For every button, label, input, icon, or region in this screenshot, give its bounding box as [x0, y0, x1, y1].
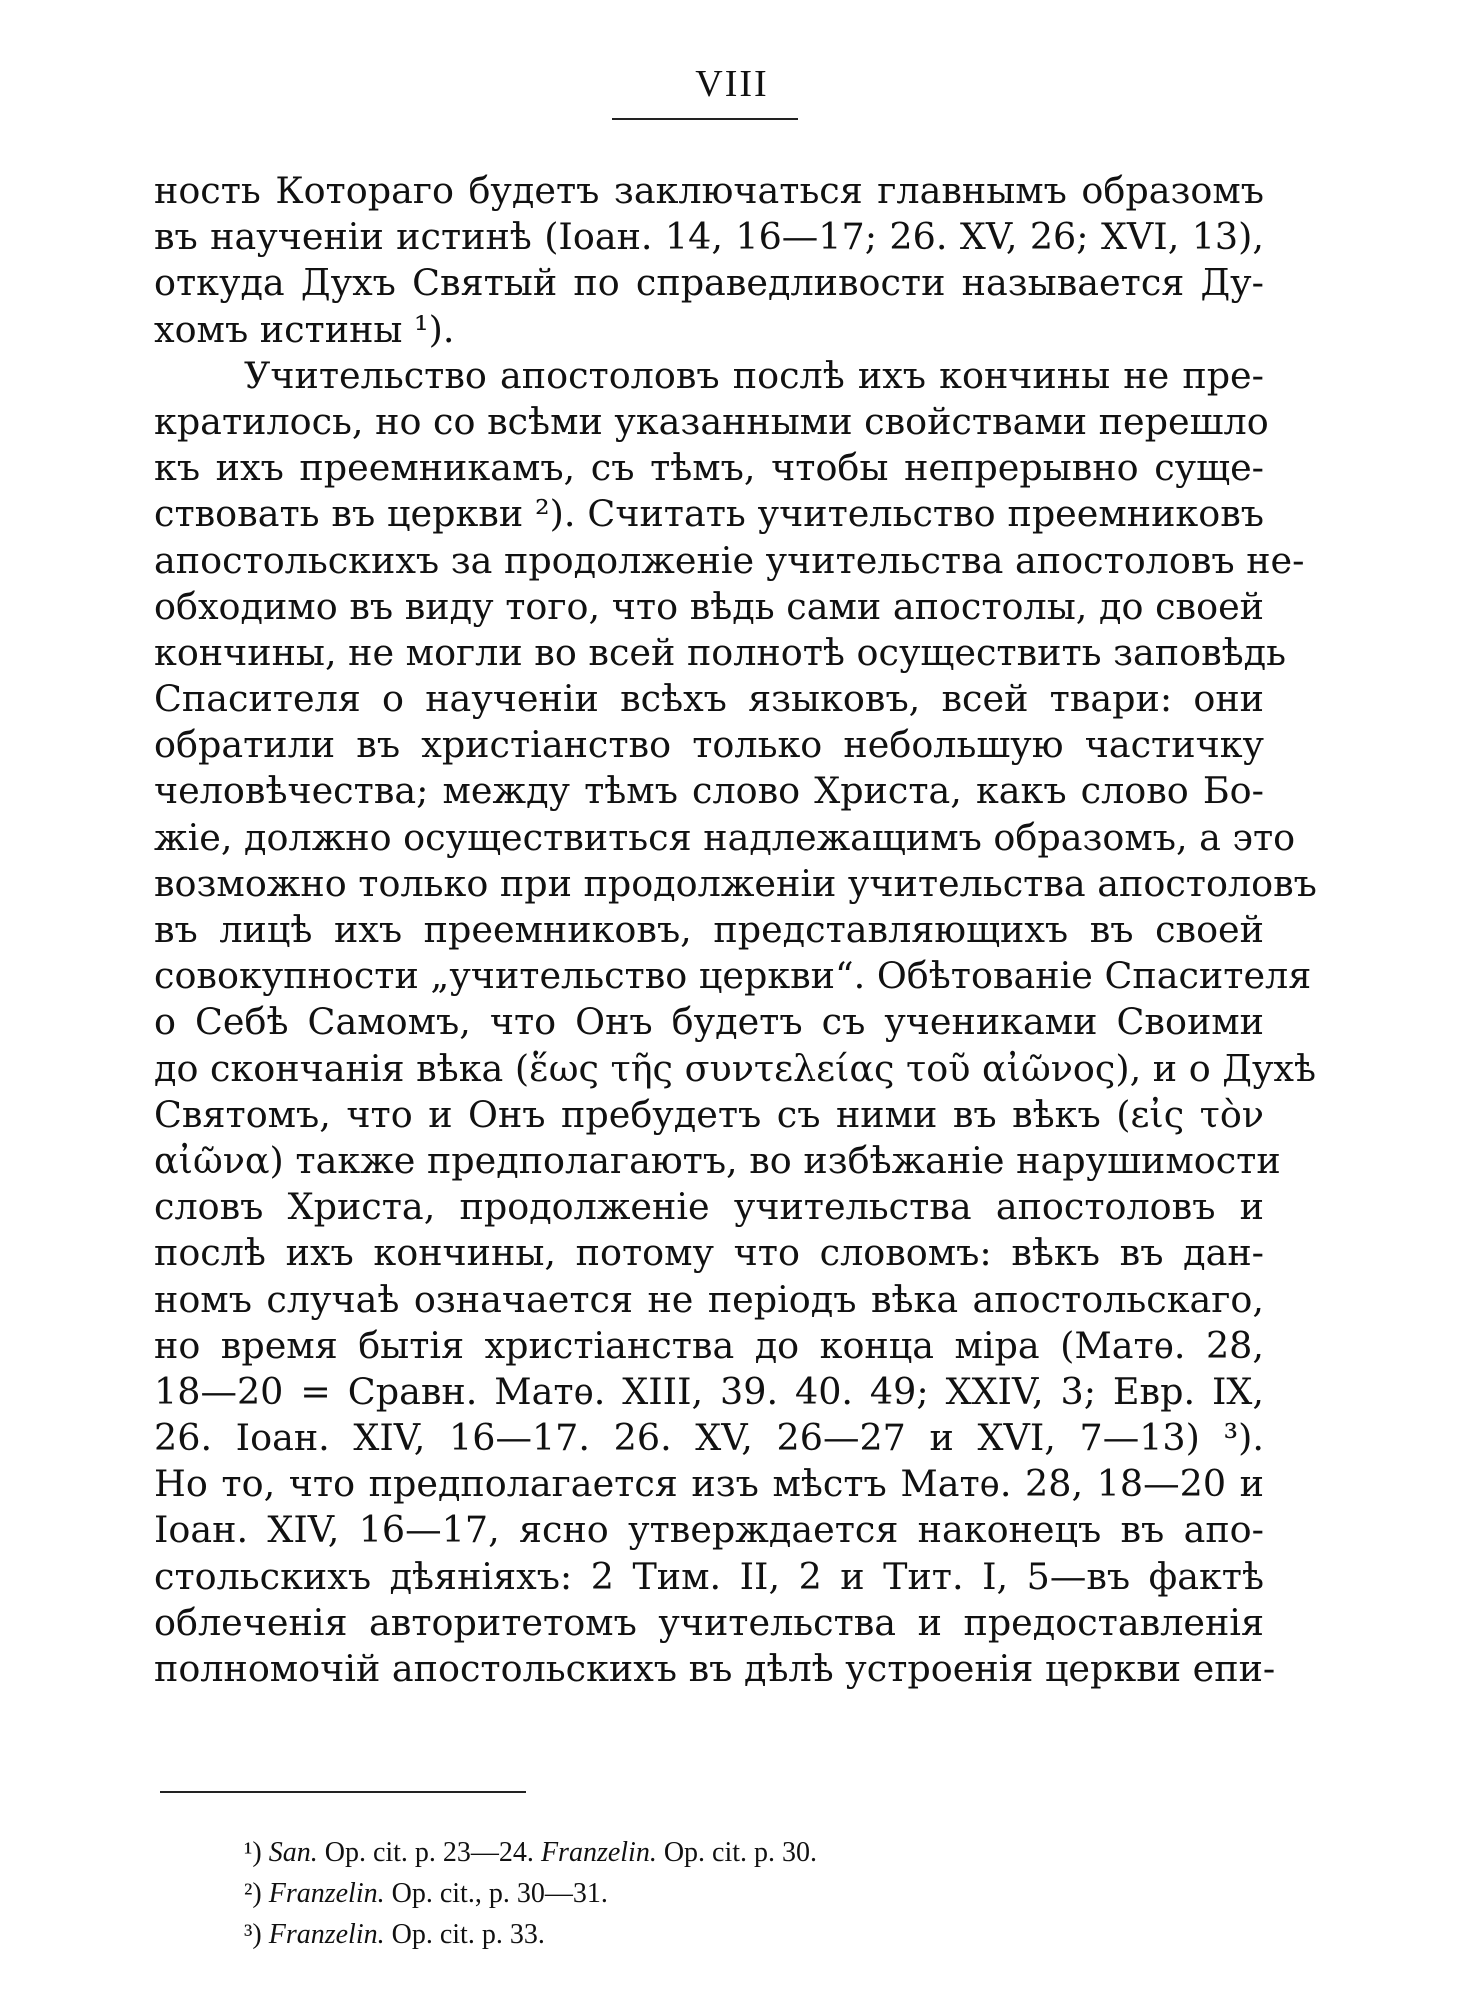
text-line: откуда Духъ Святый по справедливости называется Ду-: [154, 261, 1264, 305]
text-line: облеченія авторитетомъ учительства и предоставленія: [154, 1600, 1264, 1644]
text-line: Іоан. XIV, 16—17, ясно утверждается наконецъ въ апо-: [154, 1508, 1264, 1552]
footnote-mark: ³): [244, 1919, 262, 1950]
text-line: до скончанія вѣка (ἕως τῆς συντελείας τοῦ αἰῶνος), и о Духѣ: [154, 1046, 1317, 1090]
footnotes: [244, 1832, 817, 1955]
text-line: совокупности „учительство церкви“. Обѣтованіе Спасителя: [154, 954, 1312, 998]
text-line: о Себѣ Самомъ, что Онъ будетъ съ учениками Своими: [154, 1000, 1264, 1044]
text-line: въ наученіи истинѣ (Іоан. 14, 16—17; 26. XV, 26; XVI, 13),: [154, 215, 1264, 259]
header-rule: [612, 118, 798, 120]
footnote-author: Franzelin.: [268, 1919, 385, 1950]
text-line: апостольскихъ за продолженіе учительства апостоловъ не-: [154, 538, 1305, 582]
text-line: словъ Христа, продолженіе учительства апостоловъ и: [154, 1185, 1264, 1229]
text-line: Но то, что предполагается изъ мѣстъ Матѳ. 28, 18—20 и: [154, 1462, 1264, 1506]
footnote-author: Franzelin.: [540, 1837, 657, 1868]
footnote-author: Franzelin.: [268, 1878, 385, 1909]
text-line: жіе, должно осуществиться надлежащимъ образомъ, а это: [154, 815, 1296, 859]
footnote-rule: [160, 1791, 526, 1793]
footnote-2: [244, 1873, 817, 1914]
text-line: 26. Іоан. XIV, 16—17. 26. XV, 26—27 и XVI, 7—13) ³).: [154, 1416, 1264, 1460]
text-line: αἰῶνα) также предполагаютъ, во избѣжаніе нарушимости: [154, 1138, 1281, 1182]
text-line: кончины, не могли во всей полнотѣ осуществить заповѣдь: [154, 630, 1287, 674]
text-line: Учительство апостоловъ послѣ ихъ кончины не пре-: [244, 353, 1264, 397]
text-line: въ лицѣ ихъ преемниковъ, представляющихъ въ своей: [154, 908, 1264, 951]
footnote-text: Op. cit. p. 30.: [663, 1837, 818, 1868]
footnote-3: [244, 1914, 817, 1955]
text-line: Спасителя о наученіи всѣхъ языковъ, всей твари: они: [154, 677, 1264, 721]
text-line: ность Котораго будетъ заключаться главнымъ образомъ: [154, 169, 1264, 212]
text-line: 18—20 = Сравн. Матѳ. XIII, 39. 40. 49; XXIV, 3; Евр. IX,: [154, 1369, 1264, 1413]
text-line: Святомъ, что и Онъ пребудетъ съ ними въ вѣкъ (εἰς τὸν: [154, 1092, 1264, 1136]
text-line: къ ихъ преемникамъ, съ тѣмъ, чтобы непрерывно суще-: [154, 446, 1264, 490]
page-number: VIII: [695, 63, 769, 105]
text-line: хомъ истины ¹).: [154, 307, 455, 351]
text-line: номъ случаѣ означается не періодъ вѣка апостольскаго,: [154, 1277, 1264, 1321]
text-line: послѣ ихъ кончины, потому что словомъ: вѣкъ въ дан-: [154, 1231, 1264, 1275]
footnote-text: Op. cit. p. 23—24.: [324, 1837, 534, 1868]
text-line: но время бытія христіанства до конца міра (Матѳ. 28,: [154, 1323, 1264, 1367]
text-line: кратилось, но со всѣми указанными свойствами перешло: [154, 399, 1269, 443]
text-line: возможно только при продолженіи учительства апостоловъ: [154, 861, 1317, 905]
footnote-mark: ²): [244, 1878, 262, 1909]
text-line: человѣчества; между тѣмъ слово Христа, какъ слово Бо-: [154, 769, 1264, 813]
footnote-mark: ¹): [244, 1837, 262, 1868]
text-line: обратили въ христіанство только небольшую частичку: [154, 723, 1264, 767]
footnote-1: [244, 1832, 817, 1873]
footnote-text: Op. cit. p. 33.: [391, 1919, 545, 1950]
footnote-text: Op. cit., p. 30—31.: [391, 1878, 608, 1909]
text-line: полномочій апостольскихъ въ дѣлѣ устроенія церкви епи-: [154, 1647, 1276, 1690]
text-line: стольскихъ дѣяніяхъ: 2 Тим. II, 2 и Тит. I, 5—въ фактѣ: [154, 1554, 1264, 1598]
text-line: обходимо въ виду того, что вѣдь сами апостолы, до своей: [154, 584, 1264, 628]
main-text: [154, 168, 1317, 1692]
footnote-author: San.: [268, 1837, 318, 1868]
text-line: ствовать въ церкви ²). Считать учительство преемниковъ: [154, 492, 1264, 536]
